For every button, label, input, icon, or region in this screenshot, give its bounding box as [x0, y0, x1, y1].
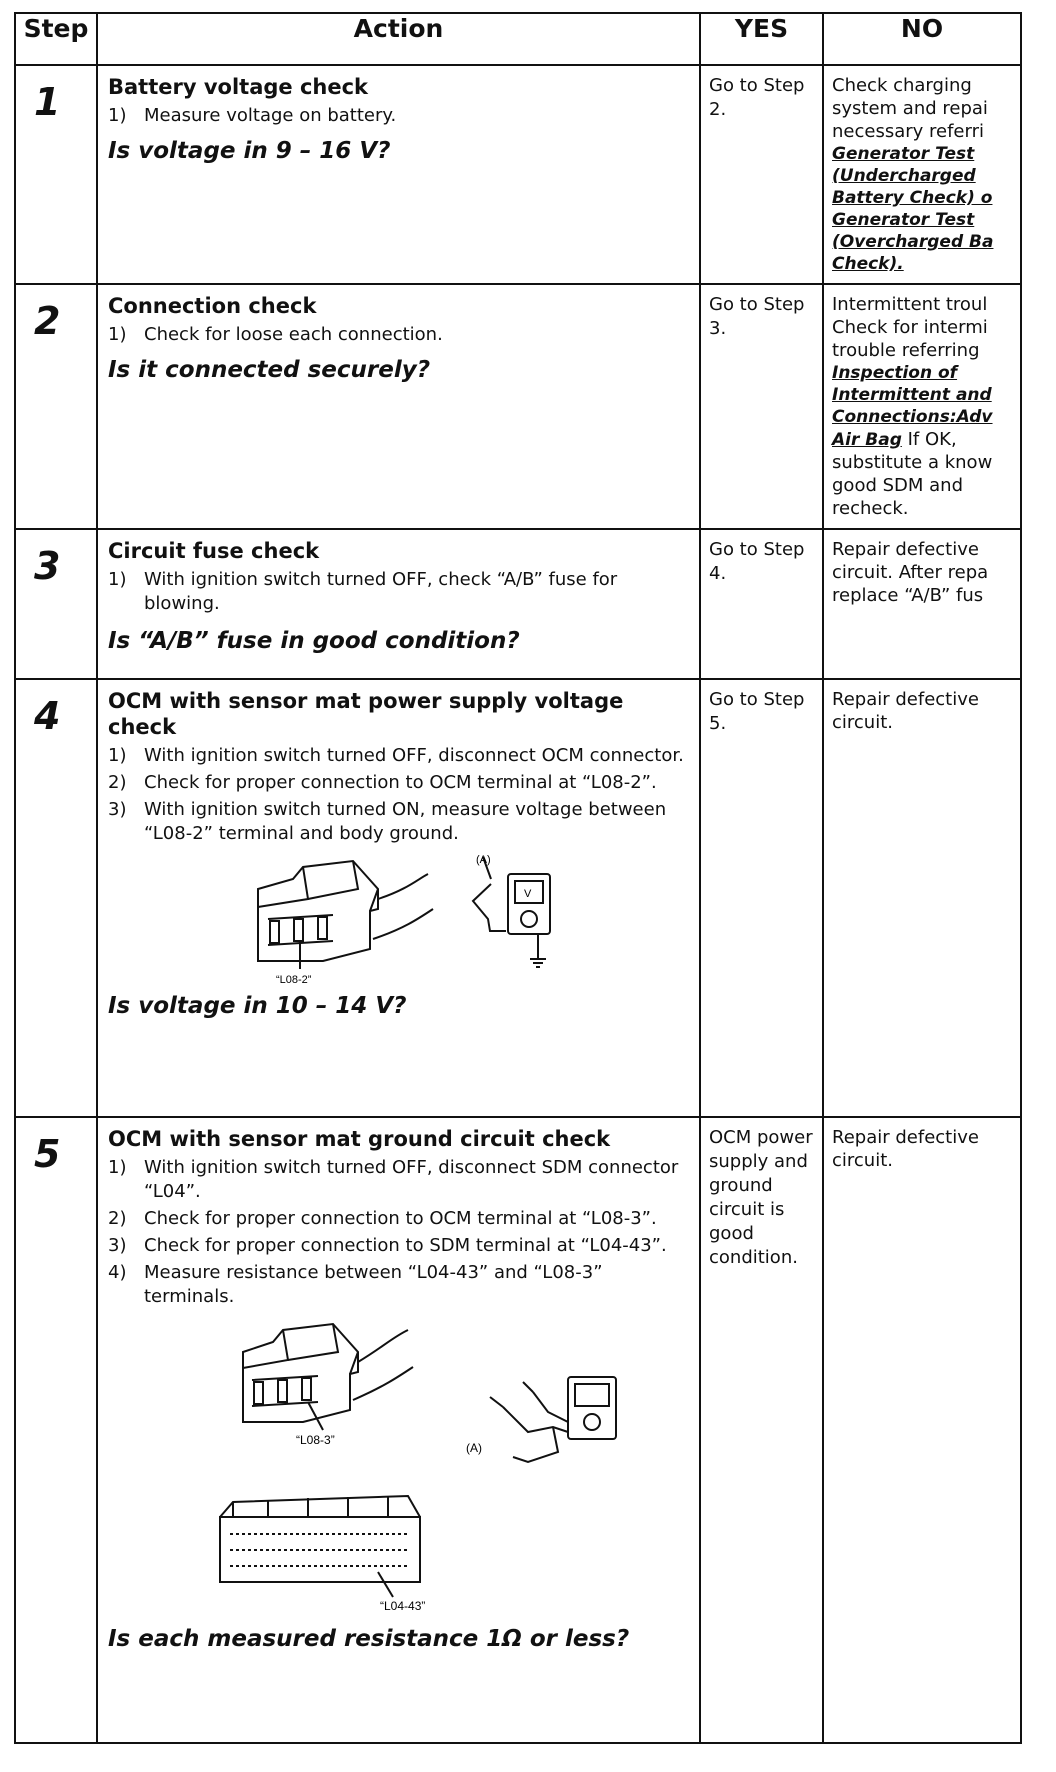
troubleshooting-table: [14, 12, 1022, 1744]
no-text: good SDM and: [832, 475, 964, 496]
instruction-item: [108, 104, 689, 128]
reference-link[interactable]: Air Bag: [832, 430, 902, 450]
step-question: Is voltage in 10 – 14 V?: [108, 993, 407, 1019]
item-number: 1): [108, 569, 127, 590]
connector-label: “L08-2”: [276, 974, 312, 986]
item-number: 1): [108, 324, 127, 345]
instruction-item: [108, 1156, 689, 1204]
no-text: circuit.: [832, 1150, 893, 1171]
item-number: 2): [108, 1208, 127, 1229]
item-number: 3): [108, 1235, 127, 1256]
reference-link[interactable]: Battery Check) o: [832, 188, 993, 208]
yes-cell: [700, 679, 823, 1117]
no-text: system and repai: [832, 98, 988, 119]
no-text: Intermittent troul: [832, 294, 988, 315]
item-text: Measure resistance between “L04-43” and “L08-3” terminals.: [144, 1262, 603, 1307]
header-step: Step: [15, 13, 97, 65]
no-cell: [823, 284, 1021, 529]
sdm-label: “L04-43”: [380, 1599, 426, 1613]
yes-cell: [700, 65, 823, 284]
instruction-item: [108, 798, 689, 846]
step-cell: [15, 65, 97, 284]
step-row-5: [15, 1117, 1021, 1743]
item-text: With ignition switch turned ON, measure voltage between “L08-2” terminal and body ground.: [144, 799, 667, 844]
no-text: trouble referring: [832, 340, 980, 361]
meter-label: (A): [466, 1441, 482, 1455]
step-question: Is voltage in 9 – 16 V?: [108, 138, 391, 164]
instruction-item: [108, 1207, 689, 1231]
step-row-3: [15, 529, 1021, 679]
item-text: Check for loose each connection.: [144, 324, 443, 345]
ocm-connector-drawing: [243, 1324, 358, 1422]
yes-cell: [700, 1117, 823, 1743]
instruction-list: [108, 744, 689, 846]
no-text: circuit. After repa: [832, 562, 989, 583]
step-number: 3: [34, 544, 61, 588]
instruction-item: [108, 1234, 689, 1258]
yes-text: Go to Step 4.: [709, 539, 805, 584]
step-number: 2: [34, 299, 61, 343]
reference-link[interactable]: (Overcharged Ba: [832, 232, 994, 252]
item-text: Check for proper connection to OCM terminal at “L08-3”.: [144, 1208, 657, 1229]
yes-text: Go to Step 5.: [709, 689, 805, 734]
step-cell: [15, 529, 97, 679]
no-text: Repair defective: [832, 689, 979, 710]
action-cell: [97, 1117, 700, 1743]
action-cell: [97, 679, 700, 1117]
no-cell: [823, 529, 1021, 679]
item-number: 4): [108, 1262, 127, 1283]
step-number: 1: [34, 80, 61, 124]
no-text: circuit.: [832, 712, 893, 733]
step-number: 5: [34, 1132, 61, 1176]
reference-link[interactable]: Inspection of: [832, 363, 958, 383]
no-text: replace “A/B” fus: [832, 585, 984, 606]
reference-link[interactable]: Generator Test: [832, 210, 975, 230]
item-number: 2): [108, 772, 127, 793]
reference-link[interactable]: Intermittent and: [832, 385, 992, 405]
instruction-list: [108, 1156, 689, 1309]
connector-label: “L08-3”: [296, 1433, 335, 1447]
step-row-4: [15, 679, 1021, 1117]
instruction-item: [108, 744, 689, 768]
item-text: Check for proper connection to SDM terminal at “L04-43”.: [144, 1235, 667, 1256]
resistance-measurement-figure: [108, 1312, 688, 1622]
item-text: With ignition switch turned OFF, disconnect SDM connector “L04”.: [144, 1157, 679, 1202]
header-action: Action: [97, 13, 700, 65]
step-row-2: [15, 284, 1021, 529]
step-title: OCM with sensor mat ground circuit check: [108, 1127, 611, 1151]
yes-cell: [700, 284, 823, 529]
instruction-list: [108, 323, 689, 347]
reference-link[interactable]: Connections:Adv: [832, 407, 993, 427]
instruction-item: [108, 323, 689, 347]
action-cell: [97, 529, 700, 679]
reference-link[interactable]: Check).: [832, 254, 904, 274]
reference-link[interactable]: Generator Test: [832, 144, 975, 164]
no-text: necessary referri: [832, 121, 984, 142]
meter-v-label: V: [524, 888, 532, 900]
reference-link[interactable]: (Undercharged: [832, 166, 976, 186]
meter-label: (A): [476, 854, 491, 866]
action-cell: [97, 65, 700, 284]
no-text: Check for intermi: [832, 317, 988, 338]
no-text: Repair defective: [832, 1127, 979, 1148]
instruction-item: [108, 1261, 689, 1309]
no-text: Check charging: [832, 75, 972, 96]
item-number: 1): [108, 105, 127, 126]
instruction-list: [108, 568, 689, 616]
item-text: With ignition switch turned OFF, check “A/B” fuse for blowing.: [144, 569, 618, 614]
item-number: 3): [108, 799, 127, 820]
step-title: Connection check: [108, 294, 317, 318]
step-number: 4: [34, 694, 61, 738]
action-cell: [97, 284, 700, 529]
step-question: Is it connected securely?: [108, 357, 431, 383]
step-title: OCM with sensor mat power supply voltage check: [108, 689, 624, 739]
yes-cell: [700, 529, 823, 679]
yes-text: Go to Step 2.: [709, 75, 805, 120]
item-text: Check for proper connection to OCM terminal at “L08-2”.: [144, 772, 657, 793]
step-cell: [15, 1117, 97, 1743]
header-no: NO: [823, 13, 1021, 65]
item-text: Measure voltage on battery.: [144, 105, 397, 126]
yes-text: Go to Step 3.: [709, 294, 805, 339]
step-cell: [15, 679, 97, 1117]
item-number: 1): [108, 1157, 127, 1178]
instruction-item: [108, 568, 689, 616]
no-text: substitute a know: [832, 452, 993, 473]
ocm-connector-drawing: [258, 861, 378, 961]
item-text: With ignition switch turned OFF, disconnect OCM connector.: [144, 745, 684, 766]
no-text: If OK,: [907, 429, 957, 450]
step-cell: [15, 284, 97, 529]
step-question: Is “A/B” fuse in good condition?: [108, 628, 520, 654]
instruction-list: [108, 104, 689, 128]
no-cell: [823, 679, 1021, 1117]
step-question: Is each measured resistance 1Ω or less?: [108, 1626, 630, 1652]
header-yes: YES: [700, 13, 823, 65]
header-row: [15, 13, 1021, 65]
yes-text: OCM power supply and ground circuit is good condition.: [709, 1127, 813, 1268]
step-row-1: [15, 65, 1021, 284]
voltage-measurement-figure: [108, 849, 688, 989]
step-title: Battery voltage check: [108, 75, 369, 99]
item-number: 1): [108, 745, 127, 766]
step-title: Circuit fuse check: [108, 539, 320, 563]
no-cell: [823, 1117, 1021, 1743]
no-cell: [823, 65, 1021, 284]
no-text: Repair defective: [832, 539, 979, 560]
no-text: recheck.: [832, 498, 909, 519]
instruction-item: [108, 771, 689, 795]
